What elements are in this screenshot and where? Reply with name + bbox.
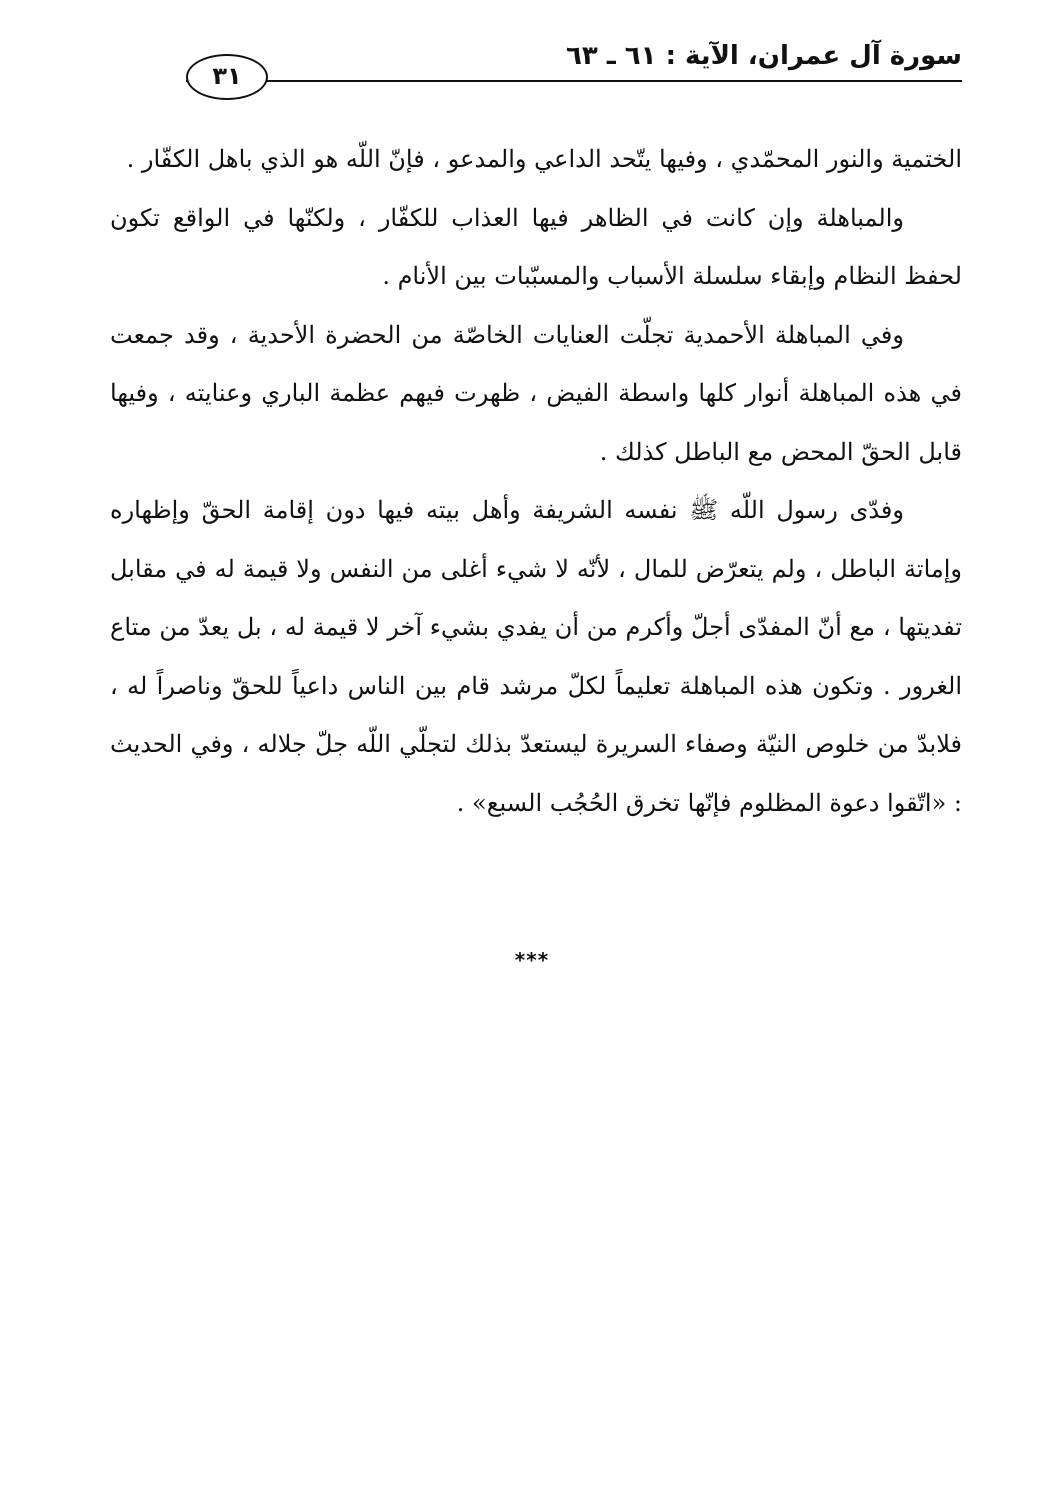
page-number: ٣١ (186, 54, 268, 100)
paragraph: وفي المباهلة الأحمدية تجلّت العنايات الخاصّة من الحضرة الأحدية ، وقد جمعت في هذه المباهلة أنوار كلها واسطة الفيض ، ظهرت فيهم عظمة الباري وعنايته ، وفيها قابل الحقّ المحض مع الباطل كذلك . (110, 320, 962, 466)
page-body (110, 130, 962, 832)
paragraph-continuation: الختمية والنور المحمّدي ، وفيها يتّحد الداعي والمدعو ، فإنّ اللّه هو الذي باهل الكفّار . (126, 145, 962, 173)
paragraph: وفدّى رسول اللّه ﷺ نفسه الشريفة وأهل بيته فيها دون إقامة الحقّ وإظهاره وإماتة الباطل ، ولم يتعرّض للمال ، لأنّه لا شيء أغلى من النفس ولا قيمة له في مقابل تفديتها ، مع أنّ المفدّى أجلّ وأكرم من أن يفدي بشيء آخر لا قيمة له ، بل يعدّ من متاع الغرور . وتكون هذه المباهلة تعليماً لكلّ مرشد قام بين الناس داعياً للحقّ وناصراً له ، فلابدّ من خلوص النيّة وصفاء السريرة ليستعدّ بذلك لتجلّي اللّه جلّ جلاله ، وفي الحديث : «اتّقوا دعوة المظلوم فإنّها تخرق الحُجُب السبع» . (110, 496, 962, 817)
running-title: سورة آل عمران، الآية : ٦١ ـ ٦٣ (566, 41, 962, 71)
section-separator: *** (514, 948, 550, 972)
page-header (186, 30, 962, 88)
paragraph: والمباهلة وإن كانت في الظاهر فيها العذاب للكفّار ، ولكنّها في الواقع تكون لحفظ النظام وإبقاء سلسلة الأسباب والمسبّبات بين الأنام . (110, 203, 962, 290)
header-rule (186, 80, 962, 82)
